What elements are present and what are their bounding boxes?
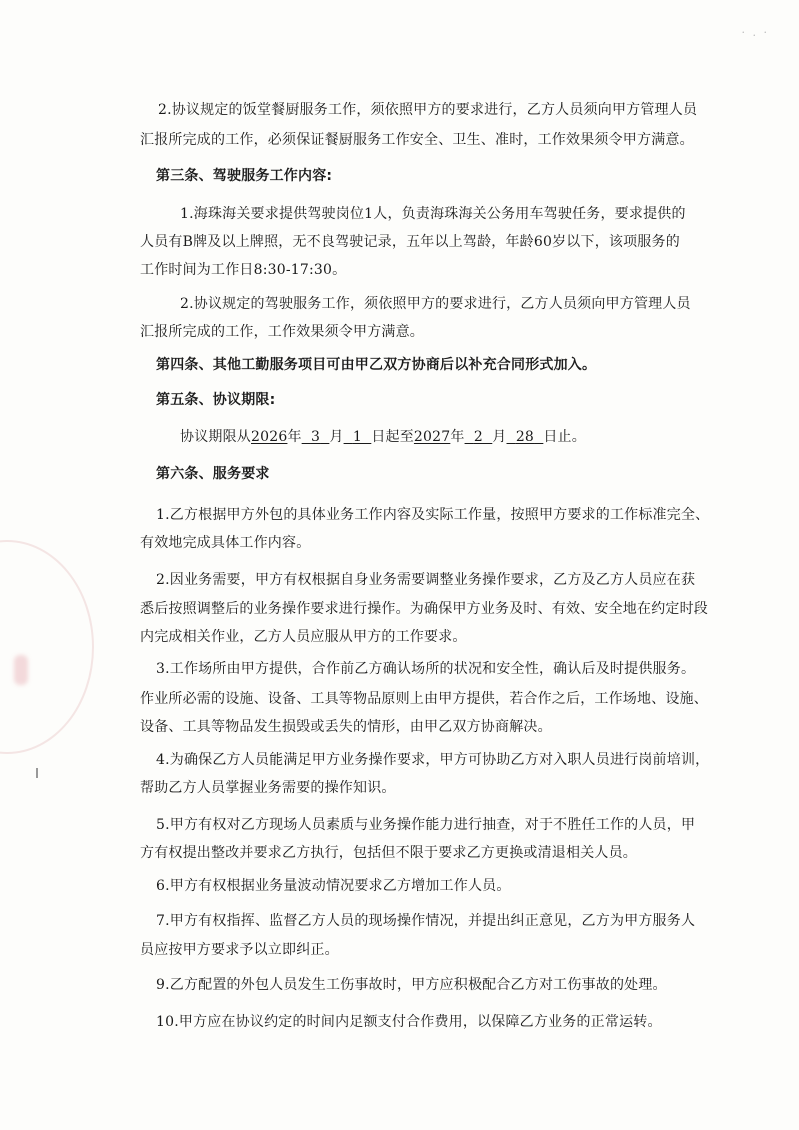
paragraph-line: 1.海珠海关要求提供驾驶岗位1人，负责海珠海关公务用车驾驶任务，要求提供的: [180, 206, 686, 222]
paragraph-line: 2.协议规定的驾驶服务工作，须依照甲方的要求进行，乙方人员须向甲方管理人员: [180, 296, 691, 312]
period-suffix: 日止。: [543, 429, 586, 445]
paragraph-line: 作业所必需的设施、设备、工具等物品原则上由甲方提供，若合作之后，工作场地、设施、: [140, 691, 708, 707]
paragraph-line: 员应按甲方要求予以立即纠正。: [140, 942, 339, 958]
paragraph-line: 1.乙方根据甲方外包的具体业务工作内容及实际工作量，按照甲方要求的工作标准完全、: [156, 507, 710, 523]
scan-artifact: [36, 768, 38, 778]
paragraph-line: 内完成相关作业，乙方人员应服从甲方的工作要求。: [140, 629, 467, 645]
paragraph-line: 设备、工具等物品发生损毁或丢失的情形，由甲乙双方协商解决。: [140, 719, 552, 735]
paragraph-line: 悉后按照调整后的业务操作要求进行操作。为确保甲方业务及时、有效、安全地在约定时段: [140, 601, 708, 617]
period-prefix: 协议期限从: [180, 429, 251, 445]
stamp-ink-blot: [14, 655, 28, 685]
paragraph-line: 帮助乙方人员掌握业务需要的操作知识。: [140, 780, 396, 796]
agreement-period-line: [180, 427, 586, 447]
paragraph-line: 10.甲方应在协议约定的时间内足额支付合作费用，以保障乙方业务的正常运转。: [156, 1014, 662, 1030]
corner-scan-mark: · . ·: [741, 26, 769, 39]
paragraph-line: 4.为确保乙方人员能满足甲方业务操作要求，甲方可协助乙方对入职人员进行岗前培训，: [156, 752, 710, 768]
paragraph-line: 2.协议规定的饭堂餐厨服务工作，须依照甲方的要求进行，乙方人员须向甲方管理人员: [158, 102, 698, 118]
period-end-day: 28: [515, 429, 535, 445]
paragraph-line: 人员有B牌及以上牌照，无不良驾驶记录，五年以上驾龄，年龄60岁以下，该项服务的: [140, 234, 680, 250]
period-mid: 日起至: [371, 429, 414, 445]
section-heading-4: 第四条、其他工勤服务项目可由甲乙双方协商后以补充合同形式加入。: [156, 357, 597, 373]
paragraph-line: 汇报所完成的工作，必须保证餐厨服务工作安全、卫生、准时，工作效果须令甲方满意。: [140, 132, 694, 148]
paragraph-line: 有效地完成具体工作内容。: [140, 535, 311, 551]
section-heading-5: 第五条、协议期限:: [156, 392, 276, 408]
paragraph-line: 7.甲方有权指挥、监督乙方人员的现场操作情况，并提出纠正意见，乙方为甲方服务人: [156, 913, 696, 929]
section-heading-6: 第六条、服务要求: [156, 466, 270, 482]
paragraph-line: 2.因业务需要，甲方有权根据自身业务需要调整业务操作要求，乙方及乙方人员应在获: [156, 572, 696, 588]
period-start-day: 1: [352, 429, 362, 445]
period-year-label: 年: [450, 429, 465, 445]
period-end-month: 2: [473, 429, 483, 445]
paragraph-line: 工作时间为工作日8:30-17:30。: [140, 262, 347, 278]
period-end-year: 2027: [413, 429, 451, 445]
period-month-label: 月: [329, 429, 344, 445]
section-heading-3: 第三条、驾驶服务工作内容:: [156, 168, 333, 184]
stamp-remnant: [0, 540, 94, 754]
paragraph-line: 6.甲方有权根据业务量波动情况要求乙方增加工作人员。: [156, 878, 511, 894]
paragraph-line: 9.乙方配置的外包人员发生工伤事故时，甲方应积极配合乙方对工伤事故的处理。: [156, 977, 667, 993]
period-month-label: 月: [492, 429, 507, 445]
period-start-year: 2026: [251, 429, 288, 445]
paragraph-line: 3.工作场所由甲方提供，合作前乙方确认场所的状况和安全性，确认后及时提供服务。: [156, 661, 696, 677]
paragraph-line: 方有权提出整改并要求乙方执行，包括但不限于要求乙方更换或清退相关人员。: [140, 845, 637, 861]
period-year-label: 年: [287, 429, 302, 445]
period-start-month: 3: [310, 429, 321, 445]
paragraph-line: 5.甲方有权对乙方现场人员素质与业务操作能力进行抽查，对于不胜任工作的人员，甲: [156, 817, 696, 833]
paragraph-line: 汇报所完成的工作，工作效果须令甲方满意。: [140, 324, 424, 340]
